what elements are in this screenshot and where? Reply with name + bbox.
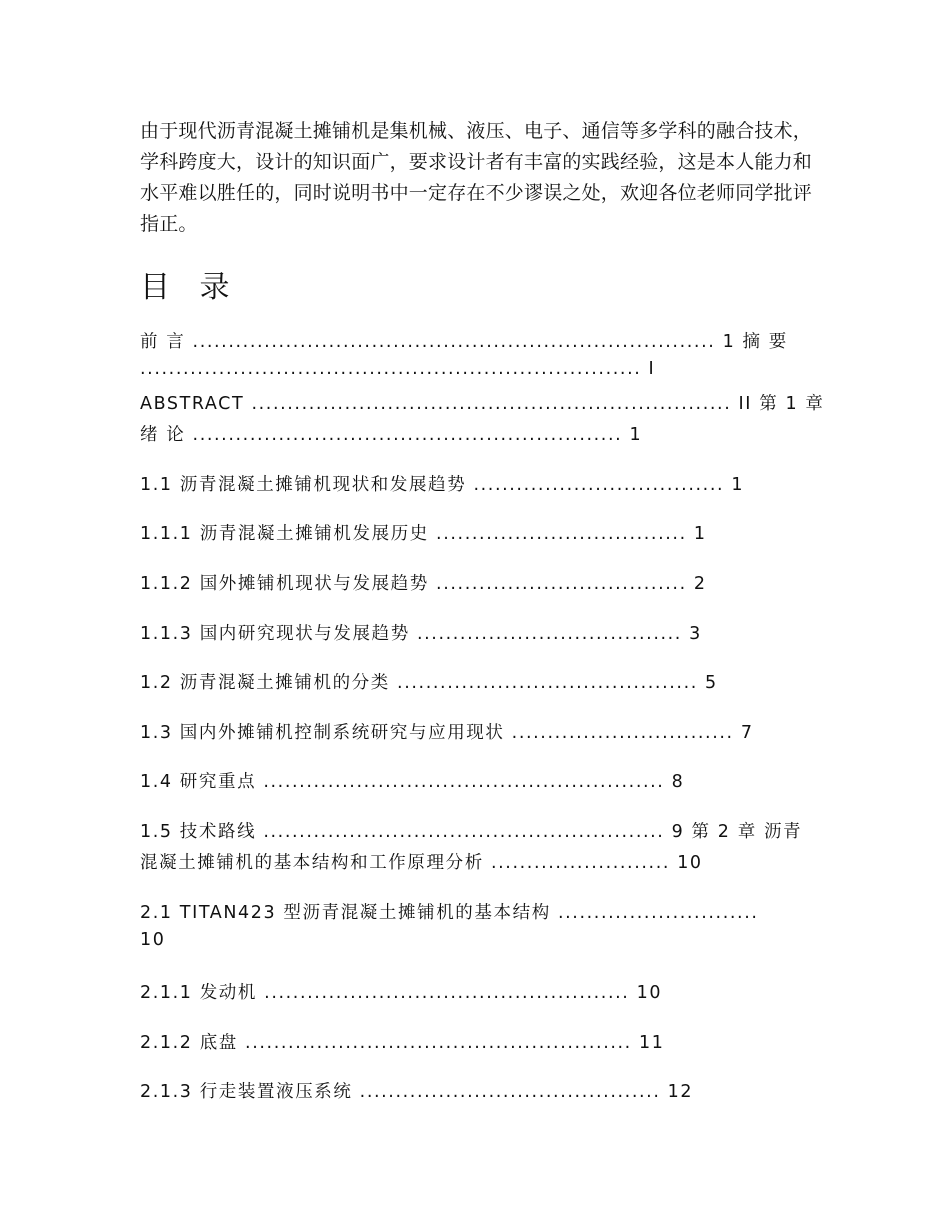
toc-line: 绪 论 ............................................................ 1 <box>140 425 643 445</box>
toc-line: 1.1.3 国内研究现状与发展趋势 ..................................... 3 <box>140 624 702 644</box>
intro-paragraph: 由于现代沥青混凝土摊铺机是集机械、液压、电子、通信等多学科的融合技术，学科跨度大，设计的知识面广，要求设计者有丰富的实践经验，这是本人能力和水平难以胜任的，同时说明书中一定存在不少谬误之处，欢迎各位老师同学批评指正。 <box>140 120 813 235</box>
toc-line: 2.1.1 发动机 ................................................... 10 <box>140 983 663 1003</box>
toc-line: ABSTRACT ................................................................... II 第 1 章 <box>140 394 825 414</box>
toc-line: 1.2 沥青混凝土摊铺机的分类 .......................................... 5 <box>140 673 718 693</box>
toc-title: 目 录 <box>140 270 240 305</box>
toc-line: ...................................................................... I <box>140 359 656 379</box>
toc-line: 前 言 ......................................................................... 1 摘 要 <box>140 332 788 352</box>
toc-line: 混凝土摊铺机的基本结构和工作原理分析 ......................... 10 <box>140 853 703 873</box>
toc-line: 2.1 TITAN423 型沥青混凝土摊铺机的基本结构 ............................ <box>140 903 759 923</box>
toc-line: 1.4 研究重点 ........................................................ 8 <box>140 772 685 792</box>
toc-line: 10 <box>140 930 166 950</box>
toc-line: 2.1.2 底盘 ...................................................... 11 <box>140 1033 665 1053</box>
toc-line: 1.3 国内外摊铺机控制系统研究与应用现状 ............................... 7 <box>140 723 754 743</box>
toc-line: 1.5 技术路线 ........................................................ 9 第 2 章 沥青 <box>140 822 803 842</box>
toc-line: 2.1.3 行走装置液压系统 .......................................... 12 <box>140 1082 694 1102</box>
toc-line: 1.1.1 沥青混凝土摊铺机发展历史 ................................... 1 <box>140 524 707 544</box>
toc-line: 1.1.2 国外摊铺机现状与发展趋势 ................................... 2 <box>140 574 707 594</box>
toc-line: 1.1 沥青混凝土摊铺机现状和发展趋势 ................................... 1 <box>140 475 745 495</box>
